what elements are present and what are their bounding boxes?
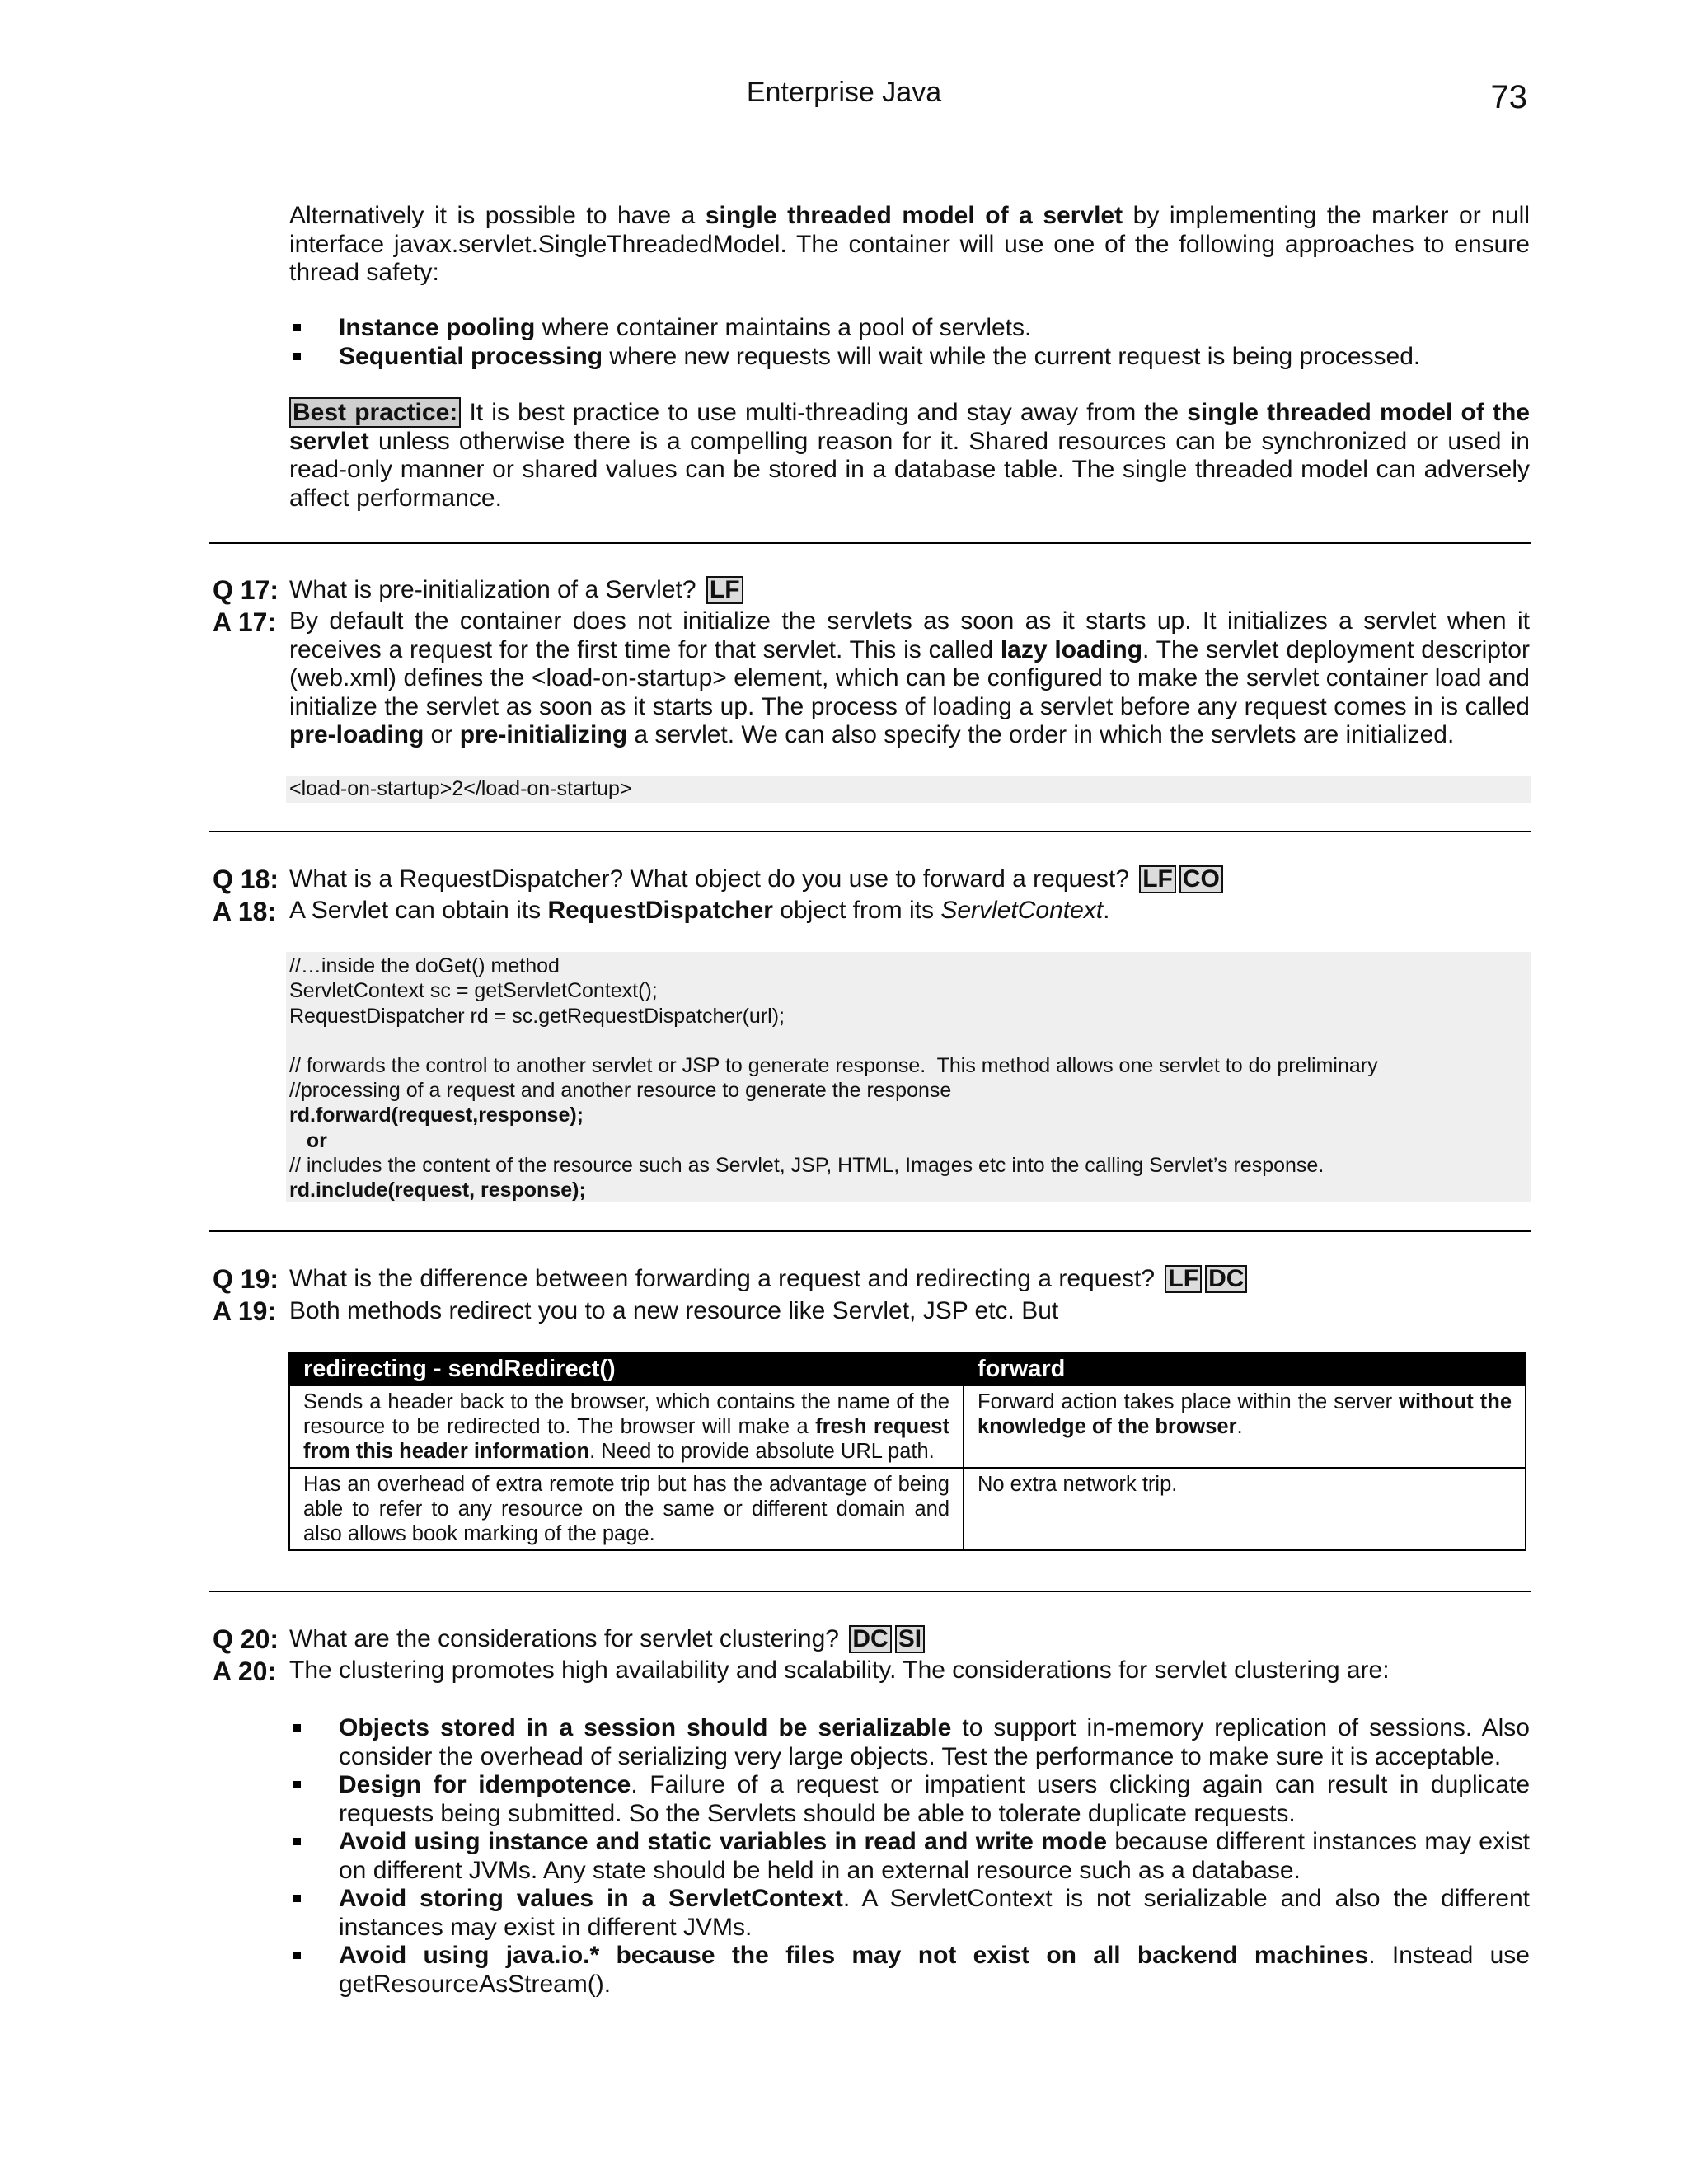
list-item	[289, 1828, 1530, 1885]
page-number: 73	[1490, 79, 1527, 115]
table-cell	[964, 1385, 1526, 1468]
list-item	[289, 1885, 1530, 1942]
code-line: or	[289, 1128, 327, 1152]
bullet-term: Avoid storing values in a ServletContext	[339, 1885, 843, 1912]
table-header-row	[289, 1352, 1526, 1385]
tag-badge: LF	[1139, 865, 1176, 893]
running-header-title: Enterprise Java	[746, 77, 942, 108]
answer-18	[289, 897, 1530, 926]
code-line: // includes the content of the resource such as Servlet, JSP, HTML, Images etc into the calling Servlet’s response.	[289, 1154, 1325, 1178]
table-row	[289, 1385, 1526, 1468]
comparison-table	[288, 1352, 1526, 1551]
code-line: RequestDispatcher rd = sc.getRequestDispatcher(url);	[289, 1004, 785, 1028]
answer-label: A 19:	[213, 1296, 277, 1326]
cell-text: .	[1236, 1415, 1243, 1438]
code-line: rd.include(request, response);	[289, 1179, 586, 1202]
intro-emphasis: single threaded model of a servlet	[705, 202, 1123, 229]
answer-label: A 17:	[213, 607, 277, 637]
code-line: //…inside the doGet() method	[289, 954, 560, 977]
list-item	[289, 1771, 1530, 1828]
cell-text: Forward action takes place within the server	[978, 1390, 1400, 1413]
question-19: What is the difference between forwarding a request and redirecting a request?	[289, 1265, 1156, 1292]
bullet-text: . Failure of a request or impatient users clicking again can result in duplicate requests being submitted. So the Servlets should be able to tolerate duplicate requests.	[339, 1771, 1530, 1827]
question-label: Q 20:	[213, 1624, 279, 1654]
cell-emphasis: fresh request from this header information	[303, 1415, 950, 1463]
code-line: <load-on-startup>2</load-on-startup>	[289, 777, 632, 800]
code-block	[286, 952, 1531, 1202]
intro-text: by implementing the marker or null interface javax.servlet.SingleThreadedModel. The container will use one of the following approaches to ensure thread safety:	[289, 202, 1530, 286]
question-text	[289, 1624, 925, 1655]
section-divider	[209, 542, 1531, 544]
answer-emphasis: pre-loading	[289, 721, 424, 748]
question-17: What is pre-initialization of a Servlet?	[289, 576, 696, 603]
bullet-term: Instance pooling	[339, 314, 536, 341]
best-practice-text: unless otherwise there is a compelling reason for it. Shared resources can be synchronized or used in read-only manner or shared values can be stored in a database table. The single threaded model can adversely affect performance.	[289, 427, 1530, 512]
tag-badge: DC	[849, 1625, 891, 1653]
bullet-term: Avoid using java.io.* because the files may not exist on all backend machines	[339, 1942, 1369, 1969]
question-18: What is a RequestDispatcher? What object do you use to forward a request?	[289, 865, 1129, 893]
column-header: redirecting - sendRedirect()	[289, 1352, 964, 1385]
bullet-icon	[293, 1781, 301, 1788]
answer-17	[289, 607, 1530, 750]
list-item	[289, 1714, 1530, 1771]
answer-text: .	[1103, 897, 1110, 924]
intro-bullet-list	[289, 314, 1530, 371]
answer-text: . The servlet deployment descriptor (web.xml) defines the <load-on-startup> element, which can be configured to make the servlet container load and initialize the servlet as soon as it starts up. The process of loading a servlet before any request comes in is called	[289, 635, 1530, 720]
section-divider	[209, 1591, 1531, 1592]
intro-paragraph	[289, 202, 1530, 288]
best-practice-paragraph	[289, 399, 1530, 513]
bullet-term: Objects stored in a session should be serializable	[339, 1714, 952, 1741]
question-text	[289, 864, 1223, 895]
answer-19: Both methods redirect you to a new resource like Servlet, JSP etc. But	[289, 1297, 1059, 1324]
list-item	[289, 314, 1530, 343]
table-cell: No extra network trip.	[964, 1468, 1526, 1550]
cell-text: Sends a header back to the browser, which contains the name of the resource to be redirected to. The browser will make a	[303, 1390, 950, 1438]
answer-emphasis: RequestDispatcher	[547, 897, 773, 924]
bullet-text: where new requests will wait while the current request is being processed.	[603, 342, 1421, 370]
code-line: rd.forward(request,response);	[289, 1104, 584, 1127]
question-text	[289, 574, 743, 606]
best-practice-emphasis: single threaded model of the servlet	[289, 399, 1530, 455]
bullet-icon	[293, 1838, 301, 1845]
tag-badge: LF	[706, 576, 743, 604]
answer-text: a servlet. We can also specify the order in which the servlets are initialized.	[627, 721, 1455, 748]
code-line: ServletContext sc = getServletContext();	[289, 979, 658, 1003]
bullet-term: Sequential processing	[339, 342, 603, 370]
cell-emphasis: without the knowledge of the browser	[978, 1390, 1512, 1438]
bullet-text: . A ServletContext is not serializable and also the different instances may exist in different JVMs.	[339, 1885, 1531, 1941]
bullet-icon	[293, 1895, 301, 1902]
intro-text: Alternatively it is possible to have a	[289, 202, 706, 229]
bullet-text: where container maintains a pool of servlets.	[535, 314, 1032, 341]
question-20: What are the considerations for servlet clustering?	[289, 1625, 839, 1652]
column-header: forward	[964, 1352, 1526, 1385]
table-row	[289, 1468, 1526, 1550]
section-divider	[209, 831, 1531, 832]
table-cell: Has an overhead of extra remote trip but has the advantage of being able to refer to any resource on the same or different domain and also allows book marking of the page.	[289, 1468, 964, 1550]
clustering-bullet-list	[289, 1714, 1530, 1999]
bullet-text: . Instead use getResourceAsStream().	[339, 1942, 1530, 1998]
answer-emphasis: lazy loading	[1000, 635, 1143, 663]
answer-text: or	[424, 721, 460, 748]
bullet-text: because different instances may exist on different JVMs. Any state should be held in an external resource such as a database.	[339, 1828, 1530, 1884]
answer-label: A 18:	[213, 897, 277, 926]
tag-badge: LF	[1165, 1265, 1202, 1293]
bullet-icon	[293, 353, 301, 360]
bullet-icon	[293, 324, 301, 331]
bullet-text: to support in-memory replication of sessions. Also consider the overhead of serializing very large objects. Test the performance to make sure it is acceptable.	[339, 1714, 1530, 1770]
question-label: Q 17:	[213, 575, 279, 605]
answer-italic: ServletContext	[940, 897, 1104, 924]
answer-20: The clustering promotes high availability and scalability. The considerations for servlet clustering are:	[289, 1657, 1390, 1684]
answer-emphasis: pre-initializing	[459, 721, 628, 748]
code-blank-line	[289, 1029, 1531, 1053]
tag-badge: DC	[1205, 1265, 1247, 1293]
tag-badge: CO	[1179, 865, 1223, 893]
question-label: Q 19:	[213, 1264, 279, 1294]
tag-badge: SI	[895, 1625, 925, 1653]
question-label: Q 18:	[213, 865, 279, 894]
answer-text: By default the container does not initialize the servlets as soon as it starts up. It initializes a servlet when it receives a request for the first time for that servlet. This is called	[289, 607, 1530, 663]
bullet-term: Design for idempotence	[339, 1771, 631, 1798]
list-item	[289, 1942, 1530, 1999]
cell-text: . Need to provide absolute URL path.	[589, 1440, 935, 1463]
code-line: //processing of a request and another resource to generate the response	[289, 1079, 952, 1103]
answer-label: A 20:	[213, 1657, 277, 1686]
section-divider	[209, 1230, 1531, 1232]
bullet-term: Avoid using instance and static variables in read and write mode	[339, 1828, 1108, 1855]
bullet-icon	[293, 1724, 301, 1732]
question-text	[289, 1263, 1247, 1295]
list-item	[289, 343, 1530, 372]
answer-text: A Servlet can obtain its	[289, 897, 548, 924]
answer-text: object from its	[772, 897, 941, 924]
code-block	[286, 776, 1531, 803]
best-practice-text: It is best practice to use multi-threading and stay away from the	[461, 399, 1188, 426]
table-cell	[289, 1385, 964, 1468]
code-line: // forwards the control to another servlet or JSP to generate response. This method allows one servlet to do preliminary	[289, 1053, 1378, 1077]
bullet-icon	[293, 1952, 301, 1959]
best-practice-label: Best practice:	[289, 397, 461, 428]
